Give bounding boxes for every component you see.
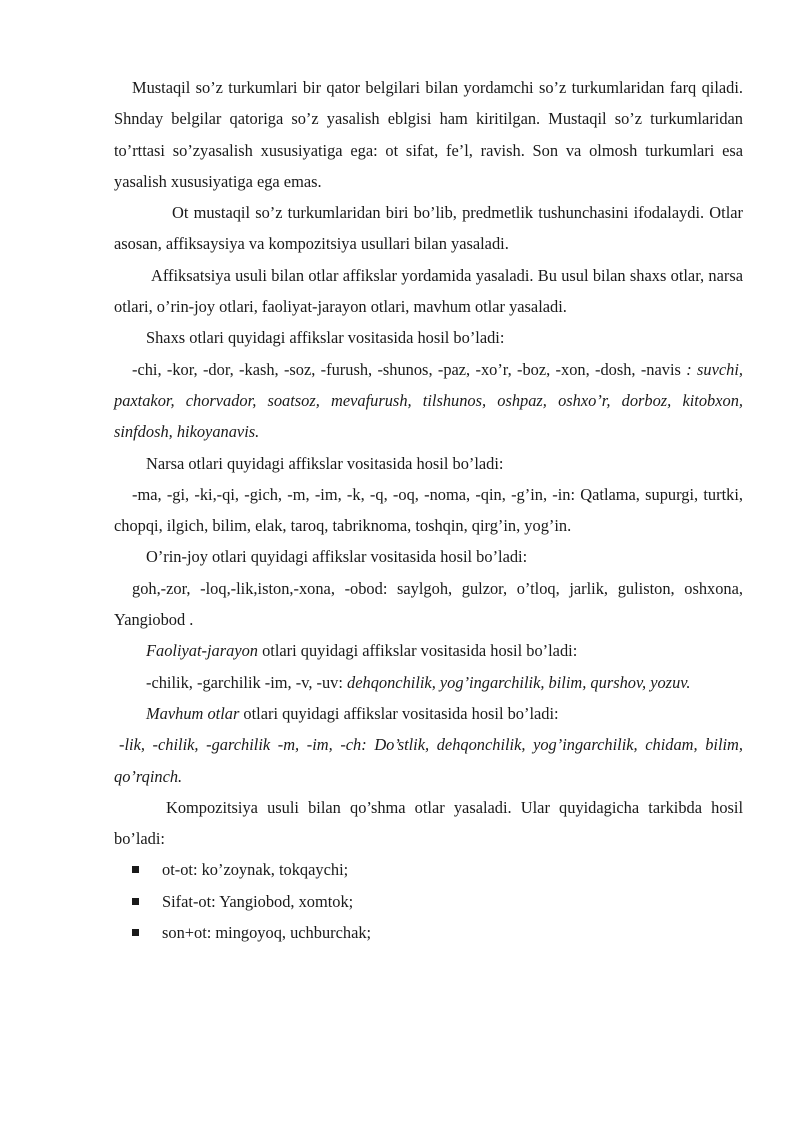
square-bullet-icon bbox=[132, 898, 139, 905]
list-item: Sifat-ot: Yangiobod, xomtok; bbox=[114, 886, 743, 917]
paragraph-shaxs-heading: Shaxs otlari quyidagi affikslar vositasida hosil bo’ladi: bbox=[146, 328, 505, 348]
paragraph-shaxs-affixes bbox=[114, 354, 743, 448]
paragraph-narsa-affixes: -ma, -gi, -ki,-qi, -gich, -m, -im, -k, -q, -oq, -noma, -qin, -g’in, -in: Qatlama, supurgi, turtki, chopqi, ilgich, bilim, elak, taroq, tabriknoma, toshqin, qirg’in, yog’in. bbox=[114, 484, 743, 536]
document-body bbox=[114, 72, 743, 948]
shaxs-examples: : suvchi, paxtakor, chorvador, soatsoz, mevafurush, tilshunos, oshpaz, oshxo’r, dorboz, kitobxon, sinfdosh, hikoyanavis. bbox=[114, 359, 743, 442]
faoliyat-term: Faoliyat-jarayon bbox=[146, 641, 258, 661]
list-item: son+ot: mingoyoq, uchburchak; bbox=[114, 917, 743, 948]
paragraph-orin-joy-heading: O’rin-joy otlari quyidagi affikslar vositasida hosil bo’ladi: bbox=[146, 547, 528, 567]
faoliyat-heading-text: otlari quyidagi affikslar vositasida hosil bo’ladi: bbox=[257, 641, 578, 661]
paragraph-ot-definition: Ot mustaqil so’z turkumlaridan biri bo’lib, predmetlik tushunchasini ifodalaydi. Otlar asosan, affiksaysiya va kompozitsiya usullari bilan yasaladi. bbox=[114, 203, 743, 254]
compound-noun-list bbox=[114, 854, 743, 948]
shaxs-affix-list: -chi, -kor, -dor, -kash, -soz, -furush, -shunos, -paz, -xo’r, -boz, -xon, -dosh, -navis bbox=[132, 359, 681, 379]
square-bullet-icon bbox=[132, 866, 139, 873]
faoliyat-affix-list: -chilik, -garchilik -im, -v, -uv: bbox=[146, 672, 348, 692]
mavhum-heading-text: otlari quyidagi affikslar vositasida hosil bo’ladi: bbox=[239, 703, 559, 723]
paragraph-faoliyat-affixes bbox=[114, 667, 743, 698]
paragraph-mavhum-affixes bbox=[114, 729, 743, 792]
mavhum-examples: -lik, -chilik, -garchilik -m, -im, -ch: Do’stlik, dehqonchilik, yog’ingarchilik, chidam, bilim, qo’rqinch. bbox=[114, 735, 743, 786]
paragraph-affiksatsiya: Affiksatsiya usuli bilan otlar affikslar yordamida yasaladi. Bu usul bilan shaxs otlar, narsa otlari, o’rin-joy otlari, faoliyat-jarayon otlari, mavhum otlar yasaladi. bbox=[114, 265, 743, 317]
square-bullet-icon bbox=[132, 929, 139, 936]
paragraph-kompozitsiya: Kompozitsiya usuli bilan qo’shma otlar yasaladi. Ular quyidagicha tarkibda hosil bo’ladi: bbox=[114, 797, 743, 849]
mavhum-term: Mavhum otlar bbox=[146, 703, 240, 723]
paragraph-orin-joy-affixes: goh,-zor, -loq,-lik,iston,-xona, -obod: saylgoh, gulzor, o’tloq, jarlik, guliston, oshxona, Yangiobod . bbox=[114, 578, 743, 630]
paragraph-mavhum-heading bbox=[114, 698, 743, 729]
faoliyat-examples: dehqonchilik, yog’ingarchilik, bilim, qurshov, yozuv. bbox=[347, 672, 691, 692]
paragraph-intro: Mustaqil so’z turkumlari bir qator belgilari bilan yordamchi so’z turkumlaridan farq qiladi. Shnday belgilar qatoriga so’z yasalish eblgisi ham kiritilgan. Mustaqil so’z turkumlaridan to’rttasi so’zyasalish xususiyatiga ega: ot sifat, fe’l, ravish. Son va olmosh turkumlari esa yasalish xususiyatiga ega emas. bbox=[114, 78, 743, 191]
paragraph-faoliyat-heading bbox=[114, 635, 743, 666]
paragraph-narsa-heading: Narsa otlari quyidagi affikslar vositasida hosil bo’ladi: bbox=[146, 453, 504, 473]
list-item: ot-ot: ko’zoynak, tokqaychi; bbox=[114, 854, 743, 885]
